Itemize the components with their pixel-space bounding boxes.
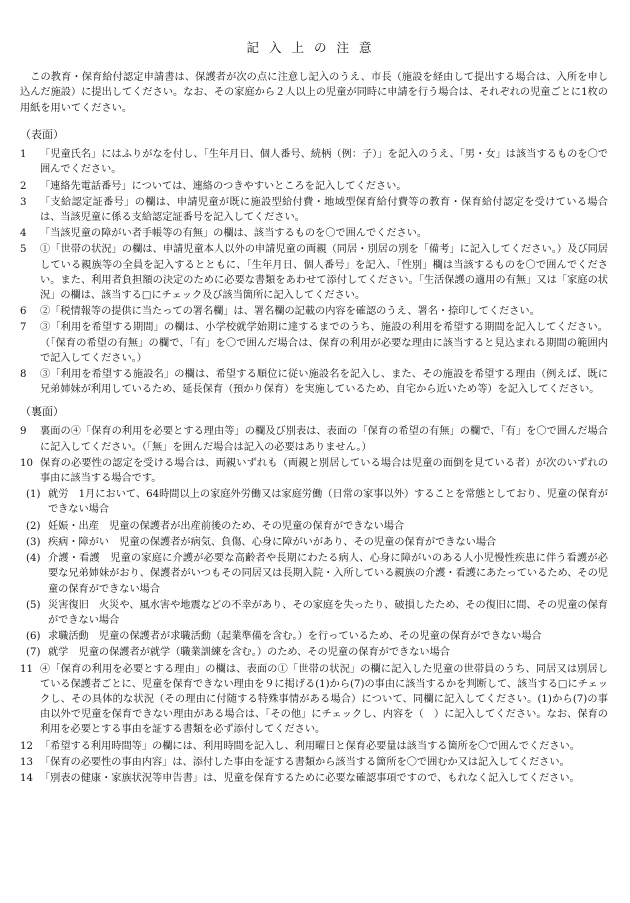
list-item (20, 242, 608, 303)
item-number: 4 (20, 228, 27, 240)
item-number: 2 (20, 180, 27, 192)
list-item (20, 367, 608, 397)
item-text: 「連絡先電話番号」については、連絡のつきやすいところを記入してください。 (40, 180, 407, 192)
reason-item (20, 645, 608, 660)
item-number: 12 (20, 740, 33, 752)
reason-text: 就労 1月において、64時間以上の家庭外労働又は家庭労働（日常の家事以外）することを常態としており、児童の保育ができない場合 (48, 489, 608, 516)
list-item (20, 456, 608, 486)
list-item (20, 226, 608, 241)
list-item (20, 755, 608, 770)
item-text: ③「利用を希望する期間」の欄は、小学校就学始期に達するまでのうち、施設の利用を希望する期間を記入してください。（「保育の希望の有無」の欄で、「有」を〇で囲んだ場合は、保育の利用が必要な理由に該当すると見込まれる期間の範囲内で記入してください。） (40, 322, 608, 364)
item-text: 保育の必要性の認定を受ける場合は、両親いずれも（両親と別居している場合は児童の面倒を見ている者）が次のいずれの事由に該当する場合です。 (40, 457, 608, 485)
reason-item (20, 551, 608, 597)
item-number: 1 (20, 149, 27, 161)
reason-text: 就学 児童の保護者が就学（職業訓練を含む。）のため、その児童の保育ができない場合 (48, 647, 450, 659)
list-item (20, 147, 608, 177)
item-text: ①「世帯の状況」の欄は、申請児童本人以外の申請児童の両親（同居・別居の別を「備考」に記入してください。）及び同居している親族等の全員を記入するとともに、「生年月日、個人番号」を記入、「性別」欄は当該するものを〇で囲んでください。また、利用者負担額の決定のために必要な書類をあわせて添付してください。「生活保護の適用の有無」又は「家庭の状況」の欄は、該当する□にチェック及び該当箇所に記入してください。 (40, 244, 608, 302)
back-items-list (20, 424, 608, 486)
reason-number: (3) (26, 536, 41, 548)
reason-number: (5) (26, 599, 41, 611)
reason-item (20, 629, 608, 644)
item-text: 「当該児童の障がい者手帳等の有無」の欄は、該当するものを〇で囲んでください。 (40, 228, 428, 240)
item-number: 7 (20, 322, 27, 334)
reason-text: 疾病・障がい 児童の保護者が病気、負傷、心身に障がいがあり、その児童の保育ができない場合 (48, 536, 497, 548)
reasons-list (20, 487, 608, 660)
item-number: 11 (20, 663, 33, 675)
item-number: 10 (20, 457, 33, 469)
reason-number: (4) (26, 553, 41, 565)
item-number: 14 (20, 772, 33, 784)
item-number: 3 (20, 196, 27, 208)
reason-number: (6) (26, 631, 41, 643)
item-text: 「別表の健康・家族状況等申告書」は、児童を保育するために必要な確認事項ですので、もれなく記入してください。 (40, 772, 580, 784)
front-items-list (20, 147, 608, 397)
reason-text: 災害復旧 火災や、風水害や地震などの不幸があり、その家庭を失ったり、破損したため、その復旧に間、その児童の保育ができない場合 (48, 599, 608, 626)
item-text: ④「保育の利用を必要とする理由」の欄は、表面の①「世帯の状況」の欄に記入した児童の世帯員のうち、同居又は別居している保護者ごとに、児童を保育できない理由を９に掲げる(1)から(7)の事由に該当するかを判断して、該当する□にチェックし、その具体的な状況（その理由に付随する特殊事情がある場合）について、同欄に記入してください。(1)から(7)の事由以外で児童を保育できない理由がある場合は、「その他」にチェックし、内容を（ ）に記入してください。なお、保育の利用を必要とする事由を証する書類を必ず添付してください。 (40, 663, 608, 736)
item-number: 8 (20, 369, 27, 381)
reason-number: (7) (26, 647, 41, 659)
item-text: 「希望する利用時間等」の欄には、利用時間を記入し、利用曜日と保育必要量は該当する箇所を〇で囲んでください。 (40, 740, 580, 752)
reason-item (20, 598, 608, 628)
item-number: 5 (20, 244, 27, 256)
list-item (20, 771, 608, 786)
item-number: 13 (20, 756, 33, 768)
reason-number: (1) (26, 489, 41, 501)
reason-item (20, 535, 608, 550)
list-item (20, 195, 608, 225)
item-number: 9 (20, 426, 27, 438)
reason-item (20, 487, 608, 517)
list-item (20, 424, 608, 454)
list-item (20, 662, 608, 738)
intro-paragraph: この教育・保育給付認定申請書は、保護者が次の点に注意し記入のうえ、市長（施設を経由して提出する場合は、入所を申し込んだ施設）に提出してください。なお、その家庭から２人以上の児童が同時に申請を行う場合は、それぞれの児童ごとに1枚の用紙を用いてください。 (20, 72, 608, 114)
reason-text: 介護・看護 児童の家庭に介護が必要な高齢者や長期にわたる病人、心身に障がいのある人小児慢性疾患に伴う看護が必要な兄弟姉妹がおり、保護者がいつもその同居又は長期入院・入所している親族の介護・看護にあたっているため、その児童の保育ができない場合 (48, 553, 608, 595)
reason-number: (2) (26, 520, 41, 532)
page-title: 記入上の注意 (246, 40, 382, 55)
list-item (20, 179, 608, 194)
front-section-heading: （表面） (20, 128, 64, 142)
reason-text: 妊娠・出産 児童の保護者が出産前後のため、その児童の保育ができない場合 (48, 520, 405, 532)
reason-item (20, 519, 608, 534)
item-text: ②「税情報等の提供に当たっての署名欄」は、署名欄の記載の内容を確認のうえ、署名・捺印してください。 (40, 306, 540, 318)
list-item (20, 739, 608, 754)
list-item (20, 304, 608, 319)
item-text: 「支給認定証番号」の欄は、申請児童が既に施設型給付費・地域型保育給付費等の教育・保育給付認定を受けている場合は、当該児童に係る支給認定証番号を記入してください。 (40, 196, 608, 224)
back-section-heading: （裏面） (20, 405, 64, 419)
item-number: 6 (20, 306, 27, 318)
item-text: 「児童氏名」にはふりがなを付し、「生年月日、個人番号、続柄（例：子）」を記入のうえ、「男・女」は該当するものを〇で囲んでください。 (40, 149, 608, 176)
list-item (20, 320, 608, 366)
item-text: 「保育の必要性の事由内容」は、添付した事由を証する書類から該当する箇所を〇で囲むか又は記入してください。 (40, 756, 570, 768)
reason-text: 求職活動 児童の保護者が求職活動（起業準備を含む。）を行っているため、その児童の保育ができない場合 (48, 631, 542, 643)
item-text: 裏面の④「保育の利用を必要とする理由等」の欄及び別表は、表面の「保育の希望の有無」の欄で、「有」を〇で囲んだ場合に記入してください。（「無」を囲んだ場合は記入の必要はありません。） (40, 426, 608, 453)
item-text: ③「利用を希望する施設名」の欄は、希望する順位に従い施設名を記入し、また、その施設を希望する理由（例えば、既に兄弟姉妹が利用しているため、延長保育（預かり保育）を実施しているため、自宅から近いため等）を記入してください。 (40, 369, 608, 396)
back-items-list-2 (20, 662, 608, 787)
